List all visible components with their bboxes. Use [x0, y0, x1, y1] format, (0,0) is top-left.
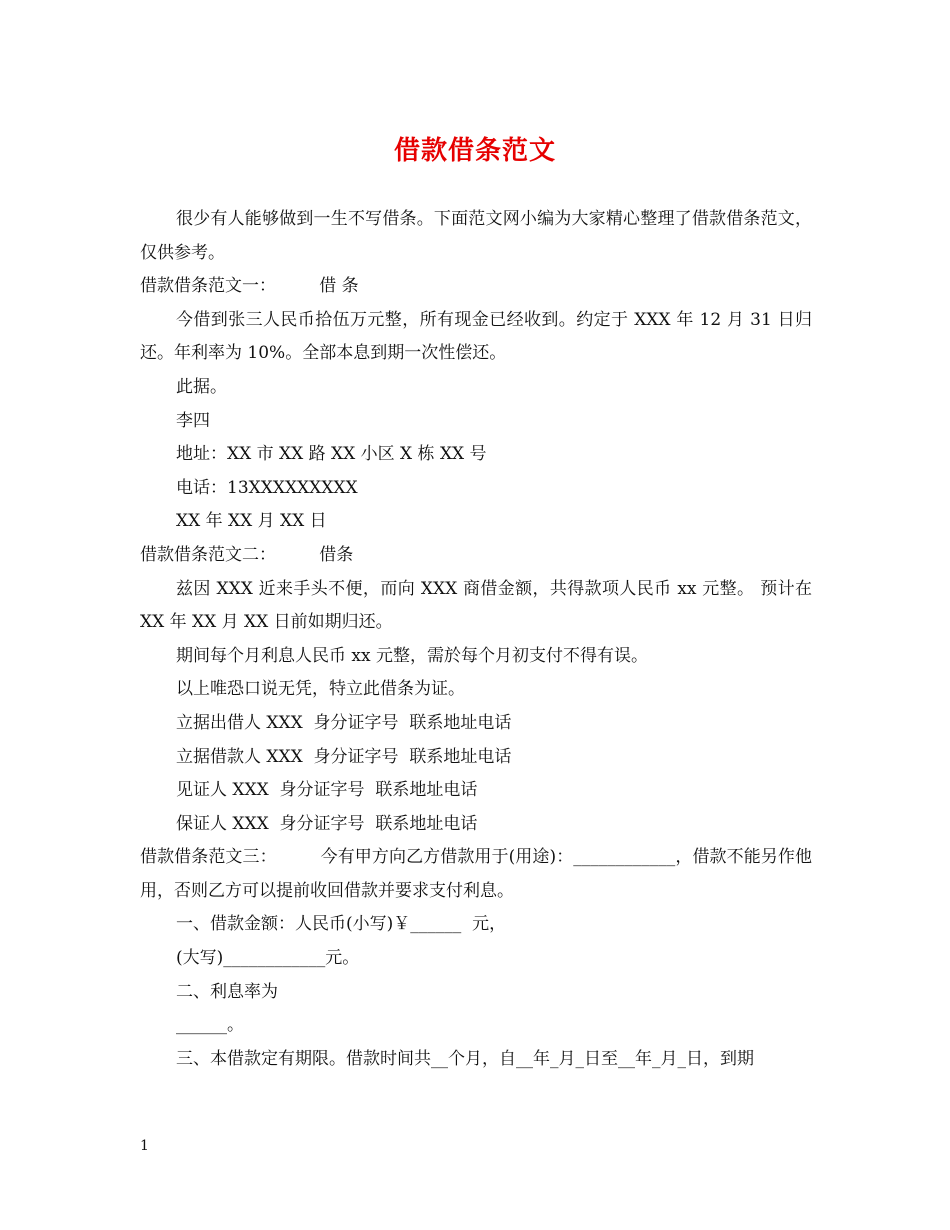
borrower-signature-line: 立据借款人 XXX 身分证字号 联系地址电话 — [176, 746, 512, 767]
address-line: 地址：XX 市 XX 路 XX 小区 X 栋 XX 号 — [176, 444, 487, 465]
paragraph-proof-2: 以上唯恐口说无凭，特立此借条为证。 — [176, 679, 465, 700]
paragraph-proof: 此据。 — [176, 376, 227, 397]
page-number: 1 — [140, 1138, 149, 1154]
clause-interest-rate-blank: ______。 — [176, 1015, 244, 1036]
witness-signature-line: 见证人 XXX 身分证字号 联系地址电话 — [176, 780, 478, 801]
phone-line: 电话：13XXXXXXXXX — [176, 477, 358, 498]
section-heading-2: 借款借条范文二： 借条 — [140, 544, 354, 565]
clause-amount: 一、借款金额：人民币(小写)￥______ 元， — [176, 914, 507, 935]
guarantor-signature-line: 保证人 XXX 身分证字号 联系地址电话 — [176, 813, 478, 834]
document-title: 借款借条范文 — [393, 136, 556, 166]
clause-term: 三、本借款定有期限。借款时间共__个月，自__年_月_日至__年_月_日，到期 — [176, 1048, 754, 1069]
borrower-name: 李四 — [176, 410, 210, 431]
document-body — [140, 203, 818, 1076]
lender-signature-line: 立据出借人 XXX 身分证字号 联系地址电话 — [176, 712, 512, 733]
paragraph-loan-2: 兹因 XXX 近来手头不便，而向 XXX 商借金额，共得款项人民币 xx 元整。 预计在 XX 年 XX 月 XX 日前如期归还。 — [140, 578, 818, 633]
clause-interest-rate: 二、利息率为 — [176, 981, 278, 1002]
paragraph-loan-1: 今借到张三人民币拾伍万元整，所有现金已经收到。约定于 XXX 年 12 月 31 日归还。年利率为 10%。全部本息到期一次性偿还。 — [140, 309, 812, 364]
section-heading-3: 借款借条范文三： 今有甲方向乙方借款用于(用途)：____________，借款不能另作他用，否则乙方可以提前收回借款并要求支付利息。 — [140, 847, 812, 901]
paragraph-interest: 期间每个月利息人民币 xx 元整，需於每个月初支付不得有误。 — [176, 645, 648, 666]
section-heading-1: 借款借条范文一： 借 条 — [140, 276, 359, 297]
date-line: XX 年 XX 月 XX 日 — [176, 511, 327, 532]
clause-amount-uppercase: (大写)____________元。 — [176, 948, 360, 969]
paragraph-intro: 很少有人能够做到一生不写借条。下面范文网小编为大家精心整理了借款借条范文，仅供参考。 — [140, 209, 812, 263]
